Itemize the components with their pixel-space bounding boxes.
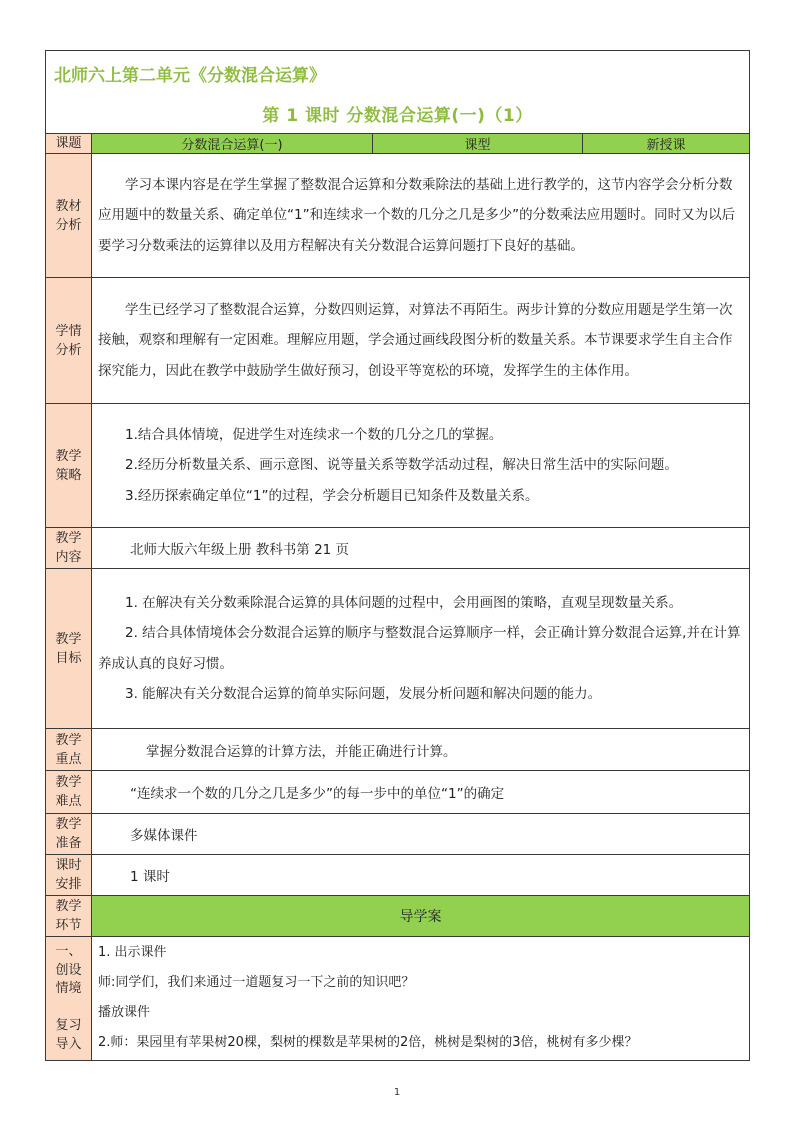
content-text: 北师大版六年级上册 教科书第 21 页	[92, 528, 750, 569]
strategy-item: 2.经历分析数量关系、画示意图、说等量关系等数学活动过程，解决日常生活中的实际问题。	[125, 457, 678, 474]
label-line: 教学	[55, 732, 82, 748]
label-line: 环节	[55, 918, 82, 933]
type-label: 课型	[373, 134, 583, 154]
label-line: 分析	[55, 342, 82, 358]
label-line: 策略	[55, 467, 82, 483]
label-line: 课时	[55, 858, 82, 873]
label-line: 教学	[55, 531, 82, 546]
process-label	[46, 896, 92, 937]
label-line: 重点	[55, 751, 82, 767]
label-line: 准备	[55, 836, 82, 851]
key-point-text: 掌握分数混合运算的计算方法，并能正确进行计算。	[92, 729, 750, 771]
objectives-body	[92, 569, 750, 729]
objective-item: 3. 能解决有关分数混合运算的简单实际问题，发展分析问题和解决问题的能力。	[125, 686, 602, 702]
difficulty-text: “连续求一个数的几分之几是多少”的每一步中的单位“1”的确定	[92, 771, 750, 814]
stage-one-line: 师:同学们，我们来通过一道题复习一下之前的知识吧？	[98, 975, 415, 990]
strategy-body	[92, 404, 750, 528]
label-line: 情境	[55, 981, 82, 996]
textbook-analysis-label	[46, 154, 92, 278]
label-line: 教学	[55, 899, 82, 914]
textbook-analysis-text: 学习本课内容是在学生掌握了整数混合运算和分数乘除法的基础上进行教学的，这节内容学会分析分数应用题中的数量关系、确定单位“1”和连续求一个数的几分之几是多少”的分数乘法应用题时。同时又为以后要学习分数乘法的运算律以及用方程解决有关分数混合运算问题打下良好的基础。	[98, 176, 736, 254]
label-line: 教学	[55, 817, 82, 832]
student-analysis-text: 学生已经学习了整数混合运算，分数四则运算，对算法不再陌生。两步计算的分数应用题是学生第一次接触，观察和理解有一定困难。理解应用题，学会通过画线段图分析的数量关系。本节课要求学生自主合作探究能力，因此在教学中鼓励学生做好预习，创设平等宽松的环境，发挥学生的主体作用。	[98, 301, 733, 379]
stage-one-line: 2.师：果园里有苹果树20棵，梨树的棵数是苹果树的2倍，桃树是梨树的3倍，桃树有多少棵？	[98, 1035, 638, 1050]
label-line: 教学	[55, 631, 82, 647]
topic-value: 分数混合运算(一)	[92, 134, 373, 154]
lesson-plan-table	[45, 50, 750, 1061]
type-value: 新授课	[583, 134, 750, 154]
stage-one-line: 播放课件	[98, 1005, 151, 1020]
preparation-label	[46, 814, 92, 855]
page-number: 1	[393, 1087, 401, 1098]
label-line: 内容	[55, 550, 82, 565]
label-line: 教学	[55, 775, 82, 790]
strategy-item: 3.经历探索确定单位“1”的过程，学会分析题目已知条件及数量关系。	[125, 487, 539, 504]
objective-item: 2. 结合具体情境体会分数混合运算的顺序与整数混合运算顺序一样，会正确计算分数混合运算,并在计算养成认真的良好习惯。	[98, 625, 741, 672]
stage-one-body	[92, 937, 750, 1061]
stage-one-line: 1. 出示课件	[98, 945, 167, 960]
content-label	[46, 528, 92, 569]
label-line: 复习	[55, 1018, 82, 1033]
label-line: 教材	[55, 198, 82, 214]
label-line: 教学	[55, 448, 82, 464]
label-line	[66, 1000, 70, 1015]
label-line: 难点	[55, 794, 82, 809]
label-line: 分析	[55, 217, 82, 233]
strategy-item: 1.结合具体情境，促进学生对连续求一个数的几分之几的掌握。	[125, 426, 503, 443]
topic-label: 课题	[46, 134, 92, 154]
textbook-analysis-body	[92, 154, 750, 278]
schedule-label	[46, 855, 92, 896]
process-title: 导学案	[92, 896, 750, 937]
objective-item: 1. 在解决有关分数乘除混合运算的具体问题的过程中，会用画图的策略，直观呈现数量关系。	[125, 594, 683, 611]
strategy-label	[46, 404, 92, 528]
header-cell	[46, 51, 750, 134]
lesson-plan-page	[45, 50, 749, 1061]
series-title: 北师六上第二单元《分数混合运算》	[54, 66, 326, 86]
lesson-title: 第 1 课时 分数混合运算(一)（1）	[262, 106, 533, 126]
student-analysis-label	[46, 278, 92, 404]
student-analysis-body	[92, 278, 750, 404]
key-point-label	[46, 729, 92, 771]
label-line: 目标	[55, 650, 82, 666]
objectives-label	[46, 569, 92, 729]
label-line: 导入	[55, 1036, 82, 1052]
label-line: 一、	[55, 944, 82, 959]
stage-one-label	[46, 937, 92, 1061]
label-line: 学情	[55, 323, 82, 339]
label-line: 安排	[55, 877, 82, 892]
difficulty-label	[46, 771, 92, 814]
label-line: 创设	[55, 962, 82, 978]
schedule-text: 1 课时	[92, 855, 750, 896]
preparation-text: 多媒体课件	[92, 814, 750, 855]
